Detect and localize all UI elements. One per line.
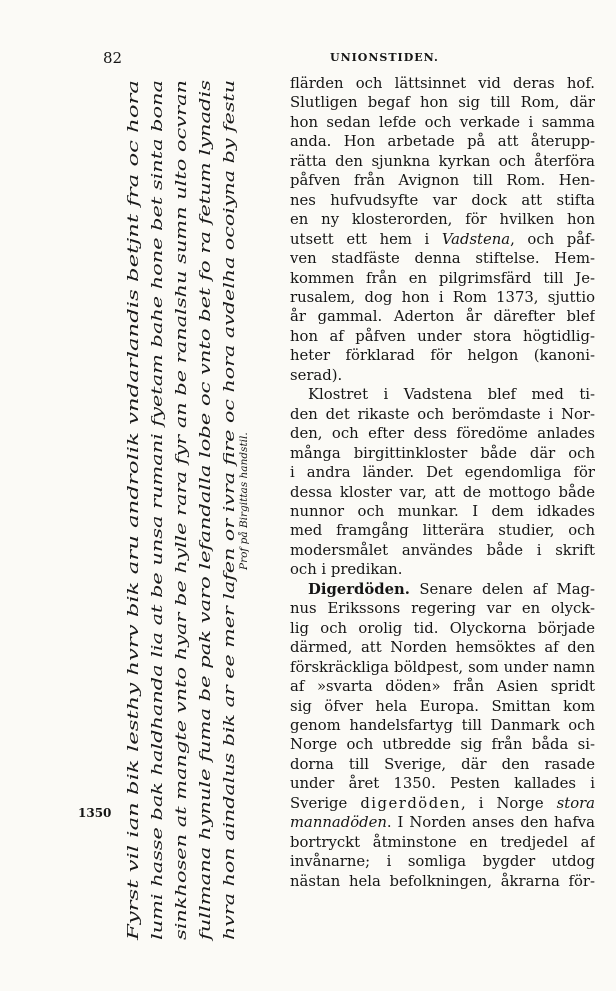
margin-year-note: 1350 (78, 806, 112, 820)
running-head: UNIONSTIDEN. (330, 51, 439, 64)
text-line: nes hufvudsyfte var dock att stifta (290, 191, 595, 209)
text-line: hon af påfven under stora högtidlig- (290, 327, 595, 345)
text-line: flärden och lättsinnet vid deras hof. (290, 75, 595, 92)
text-line: förskräckliga böldpest, som under namn (290, 658, 595, 676)
text-line (290, 813, 595, 832)
text-line: den det rikaste och berömdaste i Nor- (290, 405, 595, 423)
text-line: heter förklarad för helgon (kanoni- (290, 347, 595, 365)
text-line (290, 794, 595, 813)
text-line: påfven från Avignon till Rom. Hen- (290, 172, 595, 190)
text-line: rätta den sjunkna kyrkan och återföra (290, 152, 595, 170)
text-line: nus Erikssons regering var en olyck- (290, 600, 595, 618)
text-line: Slutligen begaf hon sig till Rom, där (290, 94, 595, 112)
paragraph-vadstena-kloster (290, 385, 595, 580)
text-line (290, 230, 595, 249)
handwriting-facsimile (120, 70, 250, 950)
text-line: sig öfver hela Europa. Smittan kom (290, 697, 595, 715)
text-line: den, och efter dess föredöme anlades (290, 425, 595, 443)
text-line: genom handelsfartyg till Danmark och (290, 716, 595, 734)
text-line: och i predikan. (290, 561, 403, 579)
text-line (290, 580, 595, 599)
text-span: utsett ett hem i (290, 230, 430, 248)
body-text (290, 74, 595, 891)
text-line: modersmålet användes både i skrift (290, 541, 595, 559)
text-line: därmed, att Norden hemsöktes af den (290, 639, 595, 657)
term-digerdoden: digerdöden (360, 794, 461, 812)
text-span: . I Norden anses den hafva (386, 814, 595, 832)
figure-caption: Prof på Birgittas handstil. (238, 432, 250, 570)
text-line: bortryckt åtminstone en tredjedel af (290, 833, 595, 851)
text-span: Senare delen af Mag- (419, 580, 595, 598)
handwriting-line-5: hvra hon aindalus bik ar ee mer lafen or ivra fire oc hora avdelha ocoiyna by festu (220, 314, 238, 940)
text-line: kommen från en pilgrimsfärd till Je- (290, 269, 595, 287)
text-line: i andra länder. Det egendomliga för (290, 464, 595, 482)
text-line: Norge och utbredde sig från båda si- (290, 736, 595, 754)
handwriting-line-4: fullmana hynule fuma be pak varo lefandalla lobe oc vnto bet fo ra fetum lynadis (196, 326, 214, 940)
text-line: många birgittinkloster både där och (290, 444, 595, 462)
text-line: en ny klosterorden, för hvilken hon (290, 211, 595, 229)
text-line: dorna till Sverige, där den rasade (290, 755, 595, 773)
paragraph-digerdoden (290, 580, 595, 891)
text-line: lig och orolig tid. Olyckorna började (290, 619, 595, 637)
text-line: nästan hela befolkningen, åkrarna för- (290, 872, 595, 890)
text-line: ven stadfäste denna stiftelse. Hem- (290, 250, 595, 268)
text-span: , och påf- (510, 230, 595, 248)
page-number: 82 (103, 49, 123, 67)
handwriting-line-1: Fyrst vil ian bik lesthy hvrv bik aru androlik vndarlandis betjnt fra oc hora (124, 373, 142, 940)
text-line: anda. Hon arbetade på att återupp- (290, 133, 595, 151)
text-line: med framgång litterära studier, och (290, 522, 595, 540)
term-stora: stora (556, 794, 595, 812)
text-line: nunnor och munkar. I dem idkades (290, 502, 595, 520)
place-name-vadstena: Vadstena (441, 230, 511, 248)
text-line: dessa kloster var, att de mottogo både (290, 483, 595, 501)
text-span: Sverige (290, 794, 348, 812)
text-line: af »svarta döden» från Asien spridt (290, 678, 595, 696)
text-span: , i Norge (460, 794, 544, 812)
paragraph-birgitta (290, 74, 595, 385)
text-line: år gammal. Aderton år därefter blef (290, 308, 595, 326)
text-line: under året 1350. Pesten kallades i (290, 775, 595, 793)
text-line: invånarne; i somliga bygder utdog (290, 853, 595, 871)
section-heading: Digerdöden. (308, 580, 410, 598)
text-line: hon sedan lefde och verkade i samma (290, 113, 595, 131)
term-mannadoden: mannadöden (290, 814, 387, 832)
text-line: rusalem, dog hon i Rom 1373, sjuttio (290, 288, 595, 306)
handwriting-line-2: lumi hasse bak haldhanda lia at be unsa rumani fyetam bahe hone bet sinta bona (148, 321, 166, 940)
handwriting-line-3: sinkhosen at mangte vnto hyar be hylle rara fyr an be ranalshu sumn ulto ocvran (172, 322, 190, 940)
text-line: serad). (290, 366, 343, 384)
text-line: Klostret i Vadstena blef med ti- (308, 386, 595, 404)
